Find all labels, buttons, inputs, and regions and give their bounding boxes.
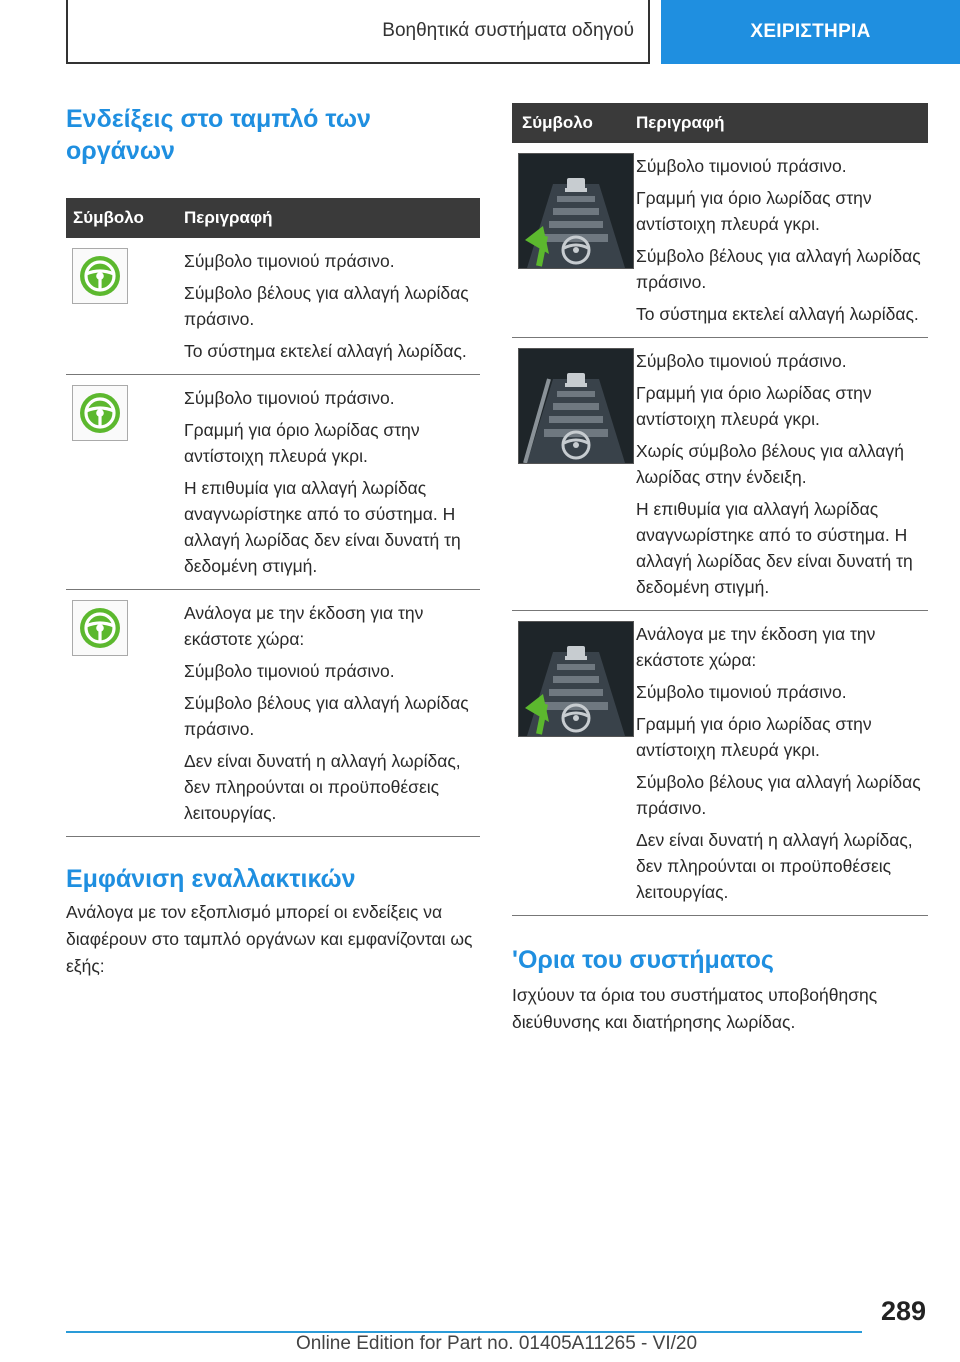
table-row (512, 143, 928, 338)
steering-wheel-icon (72, 600, 128, 656)
header-description: Περιγραφή (636, 113, 725, 132)
display-alternatives-text: Ανάλογα με τον εξοπλισμό μπορεί οι ενδείξεις να διαφέρουν στο ταμπλό οργάνων και εμφανίζονται ως εξής: (66, 902, 473, 976)
header-chapter-tab[interactable] (661, 0, 960, 64)
row-text: Σύμβολο βέλους για αλλαγή λωρίδας πράσινο. (636, 246, 921, 292)
row-text: Σύμβολο τιμονιού πράσινο. (184, 251, 395, 271)
steering-wheel-icon (72, 385, 128, 441)
header-symbol: Σύμβολο (73, 208, 144, 227)
row-text: Γραμμή για όριο λωρίδας στην αντίστοιχη πλευρά γκρι. (636, 383, 872, 429)
row-text: Σύμβολο τιμονιού πράσινο. (184, 388, 395, 408)
system-limits-text: Ισχύουν τα όρια του συστήματος υποβοήθησης διεύθυνσης και διατήρησης λωρίδας. (512, 985, 878, 1032)
header-chapter-title: ΧΕΙΡΙΣΤΗΡΙΑ (750, 21, 871, 42)
row-text: Ανάλογα με την έκδοση για την εκάστοτε χώρα: (184, 603, 424, 649)
row-text: Γραμμή για όριο λωρίδας στην αντίστοιχη πλευρά γκρι. (184, 420, 420, 466)
system-limits-heading: 'Ορια του συστήματος (512, 946, 774, 974)
table-row (66, 590, 480, 837)
header-symbol: Σύμβολο (522, 113, 593, 132)
table-row (66, 238, 480, 375)
row-text: Σύμβολο βέλους για αλλαγή λωρίδας πράσινο. (184, 693, 469, 739)
header-section-title: Βοηθητικά συστήματα οδηγού (382, 20, 634, 41)
row-text: Γραμμή για όριο λωρίδας στην αντίστοιχη πλευρά γκρι. (636, 188, 872, 234)
lane-change-display (518, 153, 634, 269)
row-text: Το σύστημα εκτελεί αλλαγή λωρίδας. (636, 304, 919, 324)
row-text: Σύμβολο τιμονιού πράσινο. (636, 156, 847, 176)
left-table-header (66, 198, 480, 238)
page-title: Ενδείξεις στο ταμπλό των οργάνων (66, 105, 371, 165)
header-description: Περιγραφή (184, 208, 273, 227)
row-text: Σύμβολο βέλους για αλλαγή λωρίδας πράσινο. (636, 772, 921, 818)
row-text: Γραμμή για όριο λωρίδας στην αντίστοιχη πλευρά γκρι. (636, 714, 872, 760)
page-number: 289 (880, 1296, 926, 1326)
left-column (66, 103, 480, 980)
row-text: Το σύστημα εκτελεί αλλαγή λωρίδας. (184, 341, 467, 361)
row-text: Η επιθυμία για αλλαγή λωρίδας αναγνωρίστηκε από το σύστημα. Η αλλαγή λωρίδας δεν είναι δυνατή τη δεδομένη στιγμή. (636, 499, 913, 597)
right-column (512, 103, 928, 1036)
row-text: Δεν είναι δυνατή η αλλαγή λωρίδας, δεν πληρούνται οι προϋποθέσεις λειτουργίας. (184, 751, 461, 823)
row-text: Σύμβολο τιμονιού πράσινο. (636, 682, 847, 702)
row-text: Σύμβολο τιμονιού πράσινο. (636, 351, 847, 371)
display-alternatives-heading: Εμφάνιση εναλλακτικών (66, 865, 356, 893)
steering-wheel-icon (72, 248, 128, 304)
row-text: Σύμβολο βέλους για αλλαγή λωρίδας πράσινο. (184, 283, 469, 329)
row-text: Χωρίς σύμβολο βέλους για αλλαγή λωρίδας στην ένδειξη. (636, 441, 904, 487)
row-text: Δεν είναι δυνατή η αλλαγή λωρίδας, δεν πληρούνται οι προϋποθέσεις λειτουργίας. (636, 830, 913, 902)
table-row (66, 375, 480, 590)
right-table-header (512, 103, 928, 143)
lane-change-display (518, 621, 634, 737)
row-text: Η επιθυμία για αλλαγή λωρίδας αναγνωρίστηκε από το σύστημα. Η αλλαγή λωρίδας δεν είναι δυνατή τη δεδομένη στιγμή. (184, 478, 461, 576)
table-row (512, 611, 928, 916)
header-section (66, 0, 650, 64)
lane-boundary-display (518, 348, 634, 464)
row-text: Ανάλογα με την έκδοση για την εκάστοτε χώρα: (636, 624, 876, 670)
row-text: Σύμβολο τιμονιού πράσινο. (184, 661, 395, 681)
table-row (512, 338, 928, 611)
footer-edition: Online Edition for Part no. 01405A11265 - VI/20 (296, 1333, 698, 1354)
